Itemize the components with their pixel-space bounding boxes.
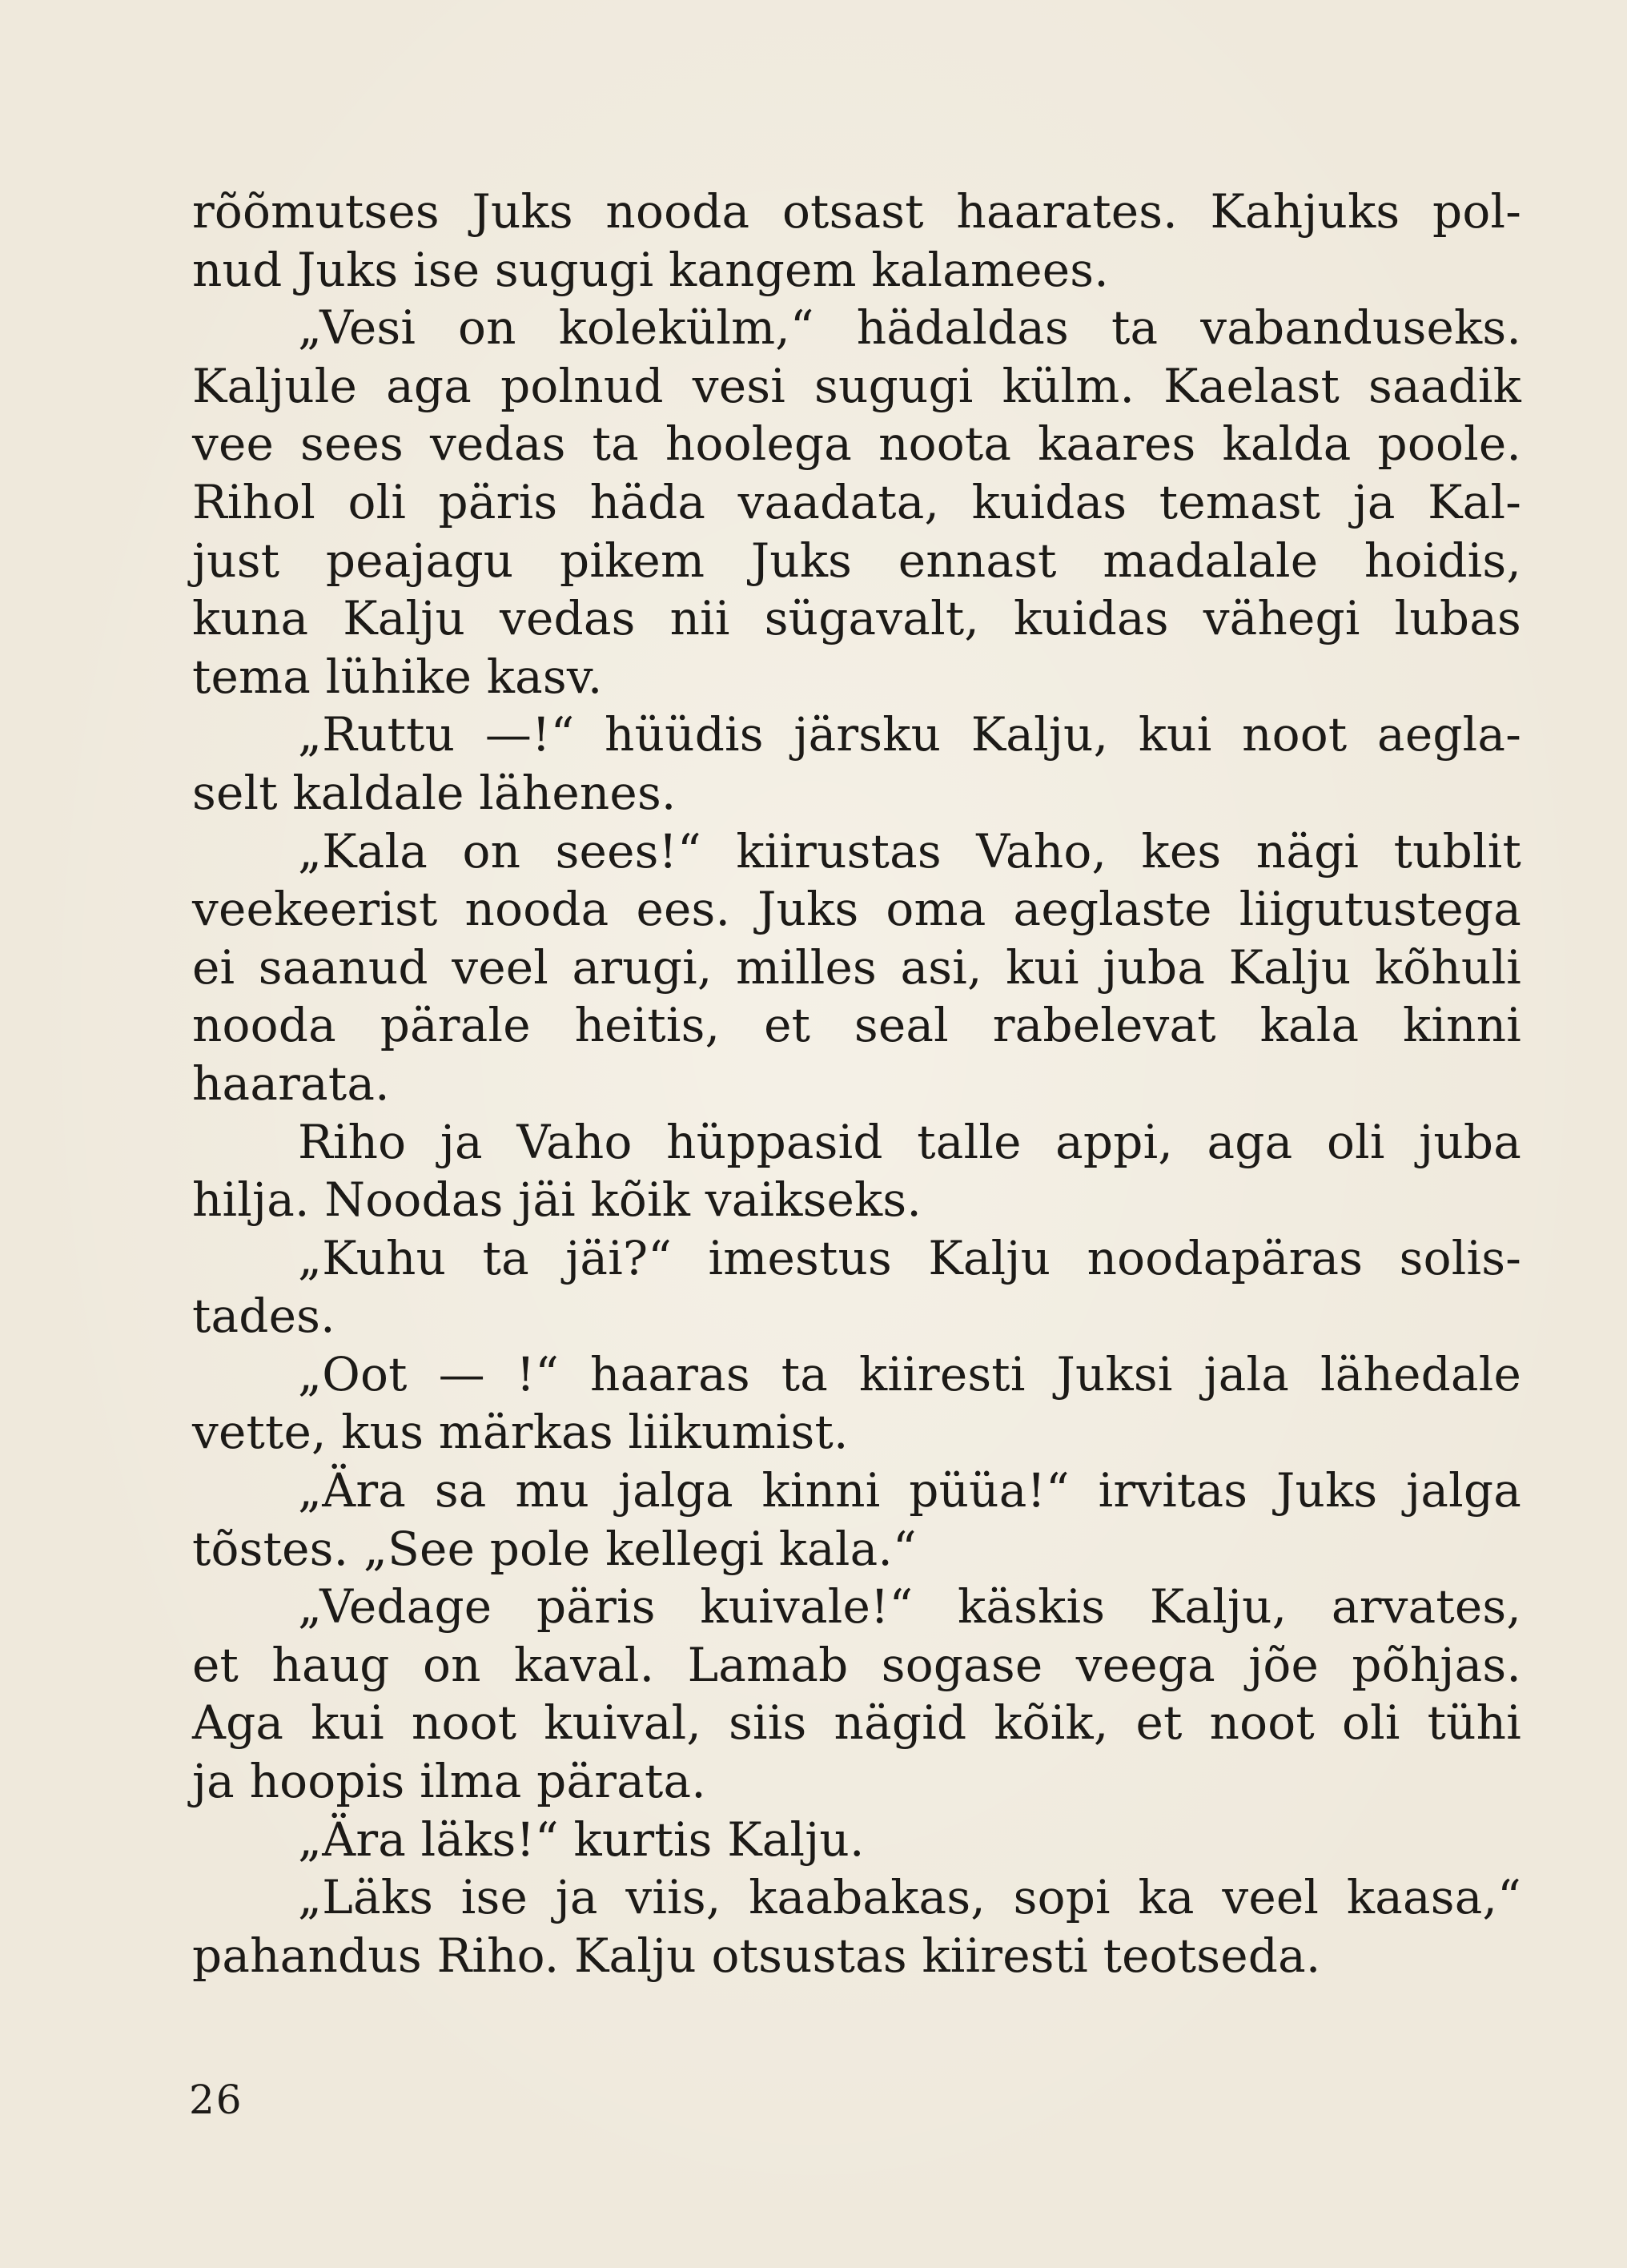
text-line: selt kaldale lähenes.	[192, 765, 677, 820]
text-line: „Oot — !“ haaras ta kiiresti Juksi jala lähedale	[298, 1346, 1521, 1401]
text-line: veekeerist nooda ees. Juks oma aeglaste liigutustega	[192, 882, 1521, 937]
text-line: ei saanud veel arugi, milles asi, kui juba Kalju kõhuli	[192, 939, 1521, 995]
text-line: haarata.	[192, 1056, 390, 1111]
text-line: Aga kui noot kuival, siis nägid kõik, et noot oli tühi	[192, 1695, 1521, 1751]
text-line: tades.	[192, 1289, 335, 1344]
text-line: just peajagu pikem Juks ennast madalale hoidis,	[192, 533, 1521, 588]
text-line: „Vedage päris kuivale!“ käskis Kalju, arvates,	[298, 1579, 1521, 1635]
text-line: vee sees vedas ta hoolega noota kaares kalda poole.	[192, 416, 1521, 472]
text-line: pahandus Riho. Kalju otsustas kiiresti teotseda.	[192, 1928, 1321, 1983]
text-line: ja hoopis ilma pärata.	[192, 1754, 706, 1809]
text-line: tõstes. „See pole kellegi kala.“	[192, 1521, 917, 1576]
page-number: 26	[189, 2077, 243, 2123]
text-line: kuna Kalju vedas nii sügavalt, kuidas vähegi lubas	[192, 591, 1521, 646]
text-line: vette, kus märkas liikumist.	[192, 1405, 849, 1460]
text-line: nud Juks ise sugugi kangem kalamees.	[192, 242, 1109, 297]
text-line: „Ruttu —!“ hüüdis järsku Kalju, kui noot aegla-	[298, 707, 1521, 762]
body-text	[192, 183, 1521, 1984]
text-line: „Kuhu ta jäi?“ imestus Kalju noodapäras solis-	[298, 1230, 1521, 1285]
text-line: Riho ja Vaho hüppasid talle appi, aga oli juba	[298, 1114, 1521, 1169]
text-line: rõõmutses Juks nooda otsast haarates. Kahjuks pol-	[192, 184, 1521, 239]
text-line: „Ära läks!“ kurtis Kalju.	[298, 1812, 865, 1867]
text-line: Rihol oli päris häda vaadata, kuidas temast ja Kal-	[192, 474, 1521, 529]
text-line: et haug on kaval. Lamab sogase veega jõe põhjas.	[192, 1637, 1521, 1692]
text-line: „Kala on sees!“ kiirustas Vaho, kes nägi tublit	[298, 823, 1521, 879]
text-line: „Ära sa mu jalga kinni püüa!“ irvitas Juks jalga	[298, 1463, 1521, 1518]
text-line: nooda pärale heitis, et seal rabelevat kala kinni	[192, 998, 1521, 1053]
text-line: Kaljule aga polnud vesi sugugi külm. Kaelast saadik	[192, 358, 1521, 413]
text-line: hilja. Noodas jäi kõik vaikseks.	[192, 1172, 922, 1228]
text-line: tema lühike kasv.	[192, 649, 603, 704]
text-line: „Vesi on kolekülm,“ hädaldas ta vabanduseks.	[298, 300, 1521, 356]
text-line: „Läks ise ja viis, kaabakas, sopi ka veel kaasa,“	[298, 1870, 1521, 1925]
